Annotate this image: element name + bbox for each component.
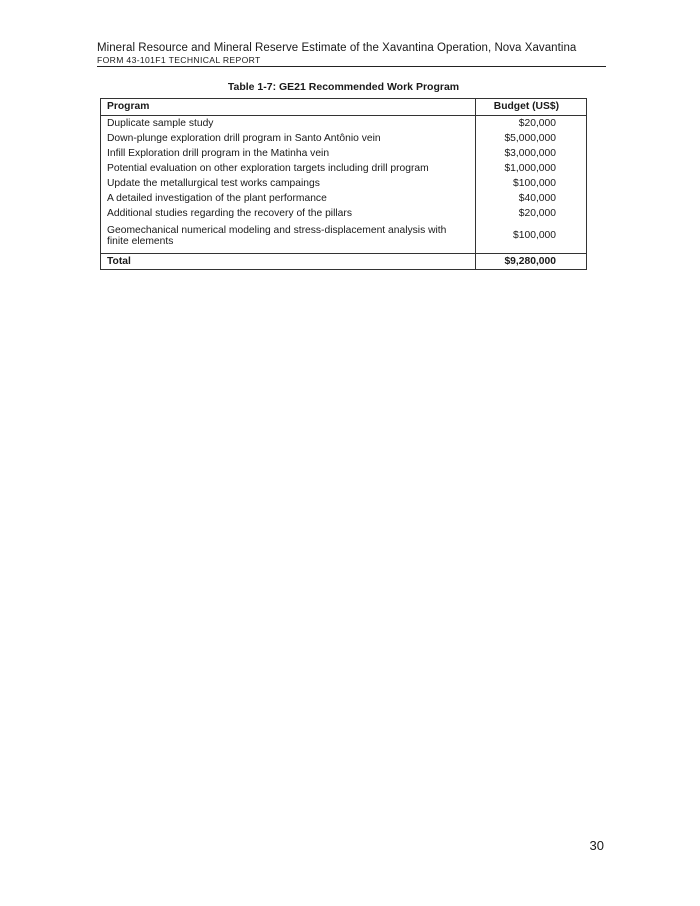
- total-label: Total: [101, 254, 476, 270]
- column-header-budget: Budget (US$): [476, 99, 587, 116]
- table-row: [101, 146, 587, 161]
- table-row: [101, 191, 587, 206]
- table-row: [101, 131, 587, 146]
- report-title: Mineral Resource and Mineral Reserve Estimate of the Xavantina Operation, Nova Xavantina: [97, 42, 577, 54]
- column-header-program: Program: [101, 99, 476, 116]
- program-cell: Infill Exploration drill program in the Matinha vein: [101, 146, 476, 161]
- program-cell: Potential evaluation on other exploration targets including drill program: [101, 161, 476, 176]
- table-row: [101, 221, 587, 254]
- table-header-row: [101, 99, 587, 116]
- table-total-row: [101, 254, 587, 270]
- table-caption: Table 1-7: GE21 Recommended Work Program: [227, 81, 460, 93]
- program-cell: Geomechanical numerical modeling and stress-displacement analysis with finite elements: [101, 221, 476, 254]
- page-number: 30: [589, 838, 604, 853]
- budget-cell: $100,000: [476, 221, 587, 254]
- budget-cell: $40,000: [476, 191, 587, 206]
- program-cell: Down-plunge exploration drill program in Santo Antônio vein: [101, 131, 476, 146]
- running-header: [97, 41, 606, 66]
- table-row: [101, 116, 587, 132]
- budget-cell: $20,000: [476, 116, 587, 132]
- work-program-table: [100, 98, 587, 270]
- program-cell: A detailed investigation of the plant performance: [101, 191, 476, 206]
- budget-cell: $1,000,000: [476, 161, 587, 176]
- total-budget: $9,280,000: [476, 254, 587, 270]
- table-row: [101, 176, 587, 191]
- table-row: [101, 206, 587, 221]
- budget-cell: $3,000,000: [476, 146, 587, 161]
- header-divider: [97, 66, 606, 67]
- program-cell: Update the metallurgical test works campaings: [101, 176, 476, 191]
- table-row: [101, 161, 587, 176]
- program-cell: Duplicate sample study: [101, 116, 476, 132]
- budget-cell: $20,000: [476, 206, 587, 221]
- budget-cell: $100,000: [476, 176, 587, 191]
- program-cell: Additional studies regarding the recovery of the pillars: [101, 206, 476, 221]
- report-form-label: FORM 43-101F1 TECHNICAL REPORT: [97, 55, 261, 65]
- budget-cell: $5,000,000: [476, 131, 587, 146]
